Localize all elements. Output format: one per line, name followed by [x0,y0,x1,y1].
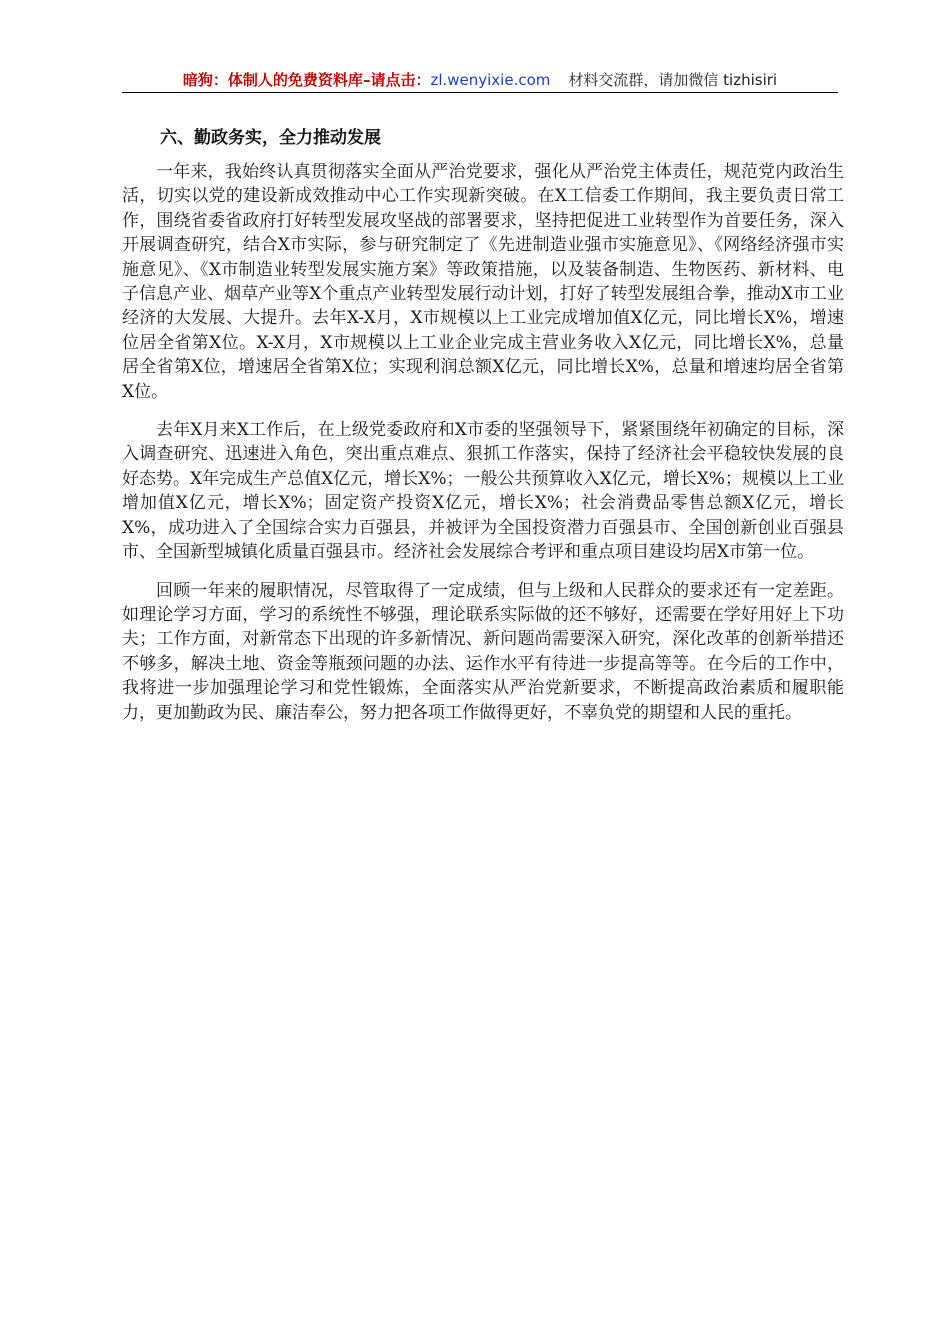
paragraph-3: 回顾一年来的履职情况，尽管取得了一定成绩，但与上级和人民群众的要求还有一定差距。如理论学习方面，学习的系统性不够强，理论联系实际做的还不够好，还需要在学好用好上下功夫；工作方面，对新常态下出现的许多新情况、新问题尚需要深入研究，深化改革的创新举措还不够多，解决土地、资金等瓶颈问题的办法、运作水平有待进一步提高等等。在今后的工作中，我将进一步加强理论学习和党性锻炼，全面落实从严治党新要求，不断提高政治素质和履职能力，更加勤政为民、廉洁奉公，努力把各项工作做得更好，不辜负党的期望和人民的重托。 [122,580,844,723]
document-body [122,160,844,739]
header-link[interactable]: zl.wenyixie.com [430,71,551,89]
header-contact: 材料交流群，请加微信 tizhisiri [568,71,778,89]
header-prompt: –请点击： [362,71,431,89]
paragraph-1: 一年来，我始终认真贯彻落实全面从严治党要求，强化从严治党主体责任，规范党内政治生活，切实以党的建设新成效推动中心工作实现新突破。在X工信委工作期间，我主要负责日常工作，围绕省委省政府打好转型发展攻坚战的部署要求，坚持把促进工业转型作为首要任务，深入开展调查研究，结合X市实际，参与研究制定了《先进制造业强市实施意见》、《网络经济强市实施意见》、《X市制造业转型发展实施方案》等政策措施，以及装备制造、生物医药、新材料、电子信息产业、烟草产业等X个重点产业转型发展行动计划，打好了转型发展组合拳，推动X市工业经济的大发展、大提升。去年X-X月，X市规模以上工业完成增加值X亿元，同比增长X%，增速位居全省第X位。X-X月，X市规模以上工业企业完成主营业务收入X亿元，同比增长X%，总量居全省第X位，增速居全省第X位；实现利润总额X亿元，同比增长X%，总量和增速均居全省第X位。 [122,162,844,402]
header-brand: 暗狗：体制人的免费资料库 [182,71,363,89]
paragraph-2: 去年X月来X工作后，在上级党委政府和X市委的坚强领导下，紧紧围绕年初确定的目标，深入调查研究、迅速进入角色，突出重点难点、狠抓工作落实，保持了经济社会平稳较快发展的良好态势。X年完成生产总值X亿元，增长X%；一般公共预算收入X亿元，增长X%；规模以上工业增加值X亿元，增长X%；固定资产投资X亿元，增长X%；社会消费品零售总额X亿元，增长X%，成功进入了全国综合实力百强县，并被评为全国投资潜力百强县市、全国创新创业百强县市、全国新型城镇化质量百强县市。经济社会发展综合考评和重点项目建设均居X市第一位。 [122,420,844,563]
section-heading: 六、勤政务实，全力推动发展 [160,128,381,148]
page-header [122,68,838,93]
